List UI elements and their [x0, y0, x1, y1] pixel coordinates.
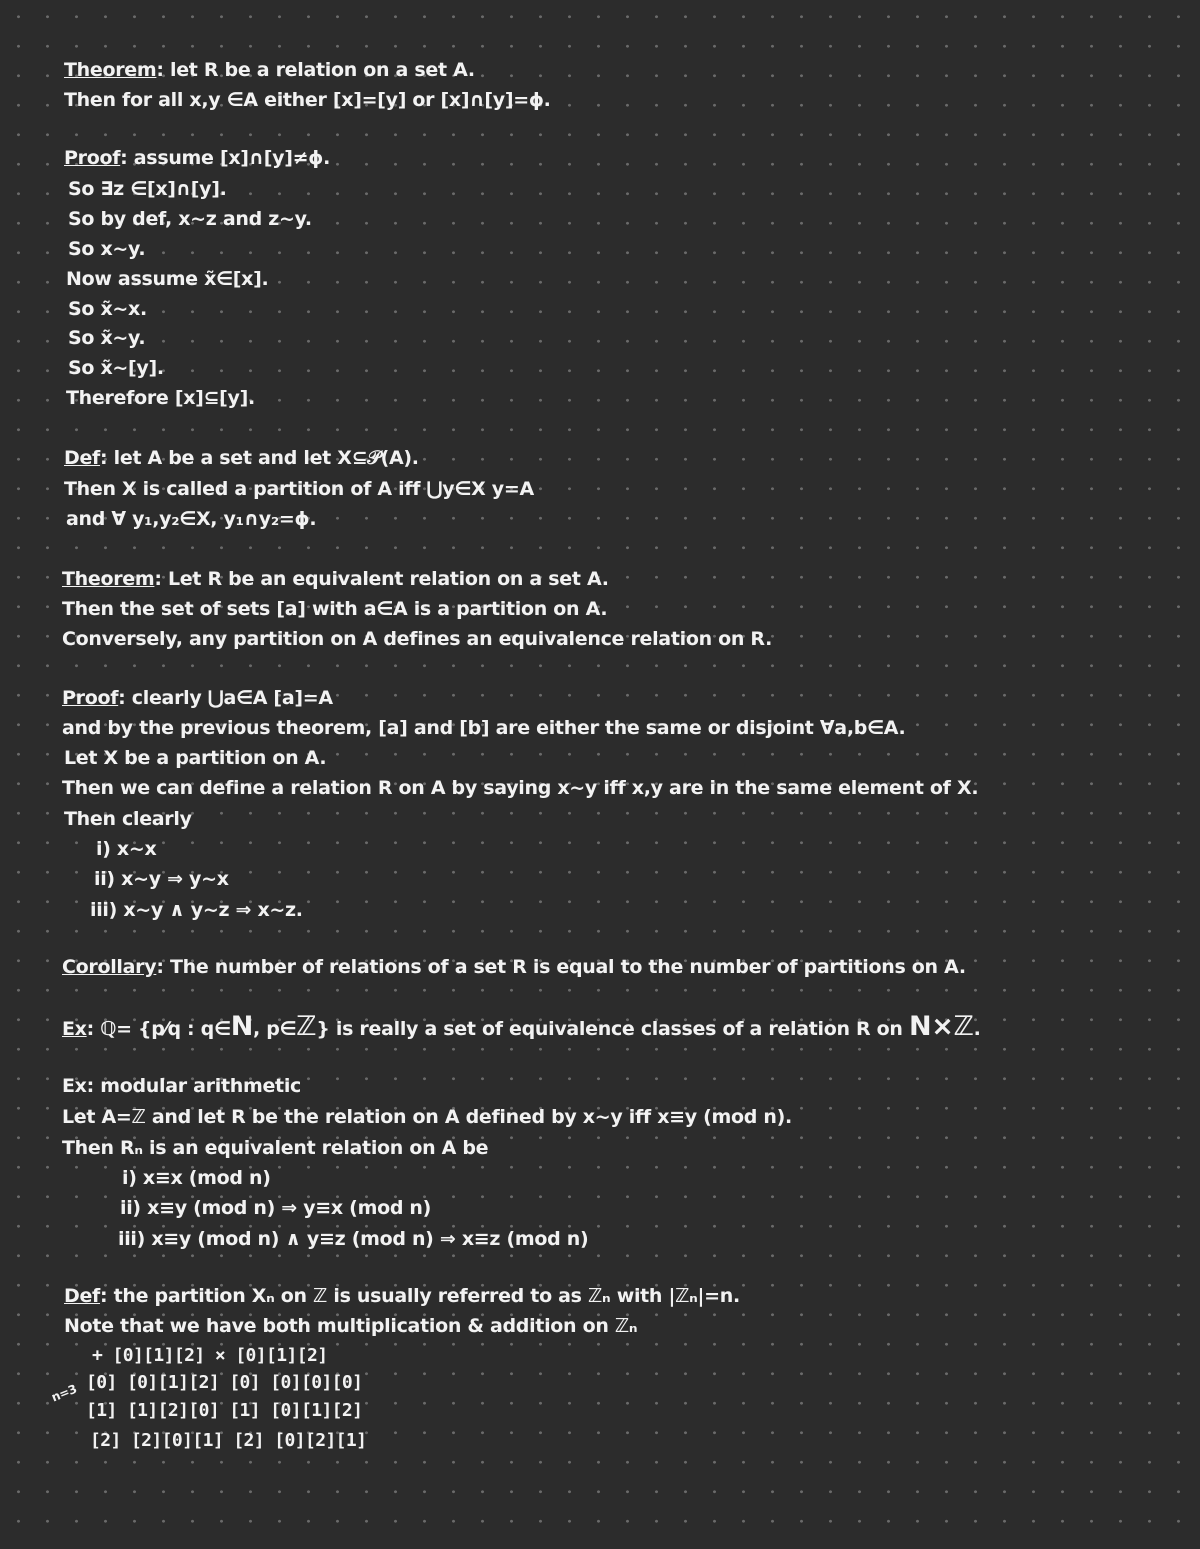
example-2-heading: Ex: modular arithmetic	[62, 1075, 301, 1097]
proof-1-line-4: So x~y.	[68, 238, 146, 260]
theorem-2-line-1	[62, 567, 609, 591]
operation-table-row: [2] [2][0][1] [2] [0][2][1]	[90, 1430, 367, 1451]
proof-label: Proof	[62, 687, 119, 709]
proof-1-line-3: So by def, x~z and z~y.	[68, 208, 312, 230]
proof-2-line-3: Let X be a partition on A.	[64, 747, 327, 769]
definition-1-line-3: and ∀ y₁,y₂∈X, y₁∩y₂=ϕ.	[66, 508, 317, 530]
definition-2-line-1	[64, 1284, 740, 1308]
corollary-label: Corollary	[62, 956, 157, 978]
integers-symbol: ℤ	[296, 1011, 317, 1042]
product-set-symbol: N×ℤ	[908, 1011, 974, 1042]
operation-table-header: + [0][1][2] × [0][1][2]	[92, 1345, 328, 1366]
proof-1-line-9: Therefore [x]⊆[y].	[66, 387, 255, 409]
proof-1-line-5: Now assume x̃∈[x].	[66, 268, 269, 290]
definition-1-text: : let A be a set and let X⊆𝒫(A).	[100, 447, 419, 469]
example-1-text-c: } is really a set of equivalence classes of a relation R on	[316, 1018, 903, 1040]
example-2-item-ii: ii) x≡y (mod n) ⇒ y≡x (mod n)	[120, 1197, 432, 1219]
example-1-text-b: , p∈	[253, 1018, 297, 1040]
example-1-text-a: : ℚ= {p⁄q : q∈	[86, 1018, 231, 1040]
proof-2-line-5: Then clearly	[64, 808, 192, 830]
definition-2-line-2: Note that we have both multiplication & addition on ℤₙ	[64, 1315, 638, 1337]
proof-1-line-1	[64, 146, 330, 170]
proof-2-item-i: i) x~x	[96, 838, 157, 860]
theorem-2-text: : Let R be an equivalent relation on a set A.	[154, 568, 609, 590]
theorem-2-line-3: Conversely, any partition on A defines an equivalence relation on R.	[62, 628, 773, 650]
example-2-item-i: i) x≡x (mod n)	[122, 1167, 271, 1189]
proof-1-line-7: So x̃~y.	[68, 327, 146, 349]
proof-1-line-6: So x̃~x.	[68, 298, 147, 320]
example-label: Ex	[62, 1018, 87, 1040]
example-1-line: Ex: ℚ= {p⁄q : q∈N, p∈ℤ} is really a set of equivalence classes of a relation R on N×ℤ.	[62, 1011, 981, 1042]
theorem-1-conclusion: Then for all x,y ∈A either [x]=[y] or [x]∩[y]=ϕ.	[64, 89, 551, 111]
proof-1-line-2: So ∃z ∈[x]∩[y].	[68, 178, 227, 200]
definition-1-line-1	[64, 446, 419, 470]
corollary-text: : The number of relations of a set R is equal to the number of partitions on A.	[156, 956, 966, 978]
definition-label: Def	[64, 447, 101, 469]
definition-1-line-2: Then X is called a partition of A iff ⋃y∈X y=A	[64, 478, 534, 500]
definition-label: Def	[64, 1285, 101, 1307]
proof-2-item-ii: ii) x~y ⇒ y~x	[94, 868, 229, 890]
proof-label: Proof	[64, 147, 121, 169]
proof-1-text: : assume [x]∩[y]≠ϕ.	[120, 147, 331, 169]
proof-2-line-4: Then we can define a relation R on A by saying x~y iff x,y are in the same element of X.	[62, 777, 979, 799]
theorem-1-statement	[64, 58, 475, 82]
proof-2-text: : clearly ⋃a∈A [a]=A	[118, 687, 333, 709]
example-2-line-2: Then Rₙ is an equivalent relation on A be	[62, 1137, 489, 1159]
theorem-label: Theorem	[62, 568, 155, 590]
operation-table-row: [0] [0][1][2] [0] [0][0][0]	[86, 1372, 363, 1393]
theorem-2-line-2: Then the set of sets [a] with a∈A is a partition on A.	[62, 598, 608, 620]
theorem-1-text: : let R be a relation on a set A.	[156, 59, 475, 81]
modulus-note: n=3	[49, 1381, 79, 1405]
example-2-line-1: Let A=ℤ and let R be the relation on A defined by x~y iff x≡y (mod n).	[62, 1106, 792, 1128]
proof-1-line-8: So x̃~[y].	[68, 357, 164, 379]
proof-2-line-1	[62, 686, 333, 710]
naturals-symbol: N	[230, 1011, 253, 1042]
operation-table-row: [1] [1][2][0] [1] [0][1][2]	[86, 1400, 363, 1421]
theorem-label: Theorem	[64, 59, 157, 81]
proof-2-line-2: and by the previous theorem, [a] and [b] are either the same or disjoint ∀a,b∈A.	[62, 717, 906, 739]
example-2-item-iii: iii) x≡y (mod n) ∧ y≡z (mod n) ⇒ x≡z (mod n)	[118, 1228, 589, 1250]
proof-2-item-iii: iii) x~y ∧ y~z ⇒ x~z.	[90, 899, 303, 921]
definition-2-text: : the partition Xₙ on ℤ is usually referred to as ℤₙ with |ℤₙ|=n.	[100, 1285, 740, 1307]
corollary-line	[62, 955, 966, 979]
